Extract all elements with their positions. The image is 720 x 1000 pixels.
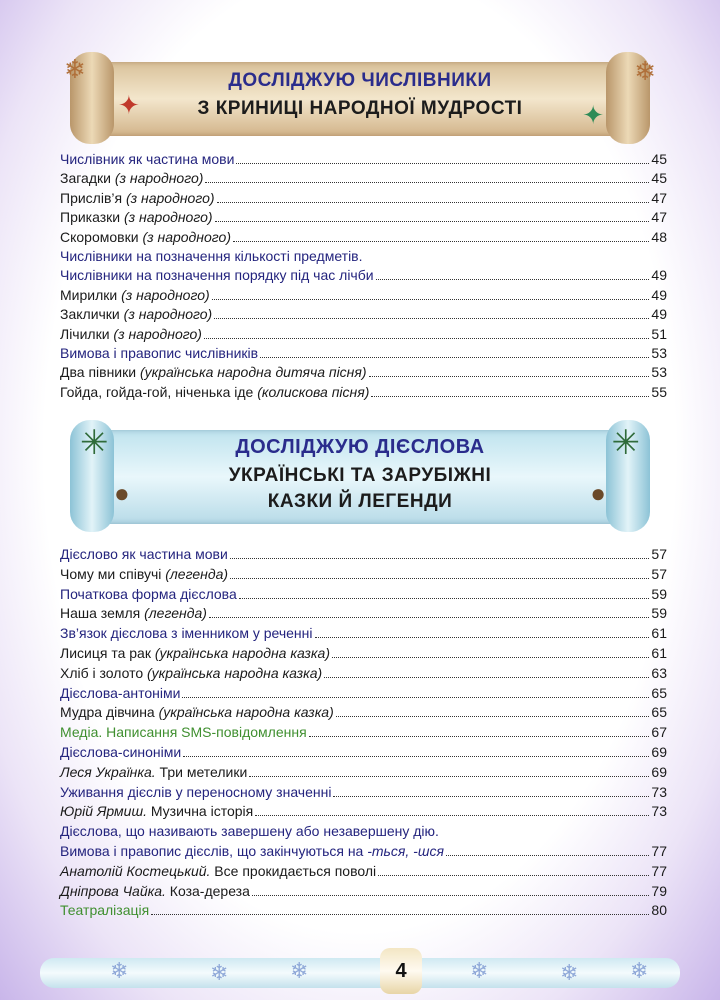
toc-entry — [60, 305, 667, 324]
toc-entry-page: 61 — [651, 644, 667, 661]
toc-entry-text: Заклички — [60, 306, 124, 323]
toc-entry-title — [60, 545, 228, 564]
toc-entry-note: (українська народна казка) — [154, 644, 330, 661]
toc-entry — [60, 743, 667, 763]
toc-entry — [60, 723, 667, 743]
toc-leader-dots — [239, 587, 650, 599]
toc-entry-title — [60, 286, 210, 305]
ornament-icon: ✦ — [582, 100, 604, 130]
toc-entry-title — [60, 266, 374, 285]
toc-entry-page: 69 — [651, 763, 667, 780]
toc-entry-note: (колискова пісня) — [257, 383, 370, 400]
toc-entry — [60, 783, 667, 803]
snowflake-icon: ❄ — [560, 960, 579, 985]
toc-entry-text: Зв’язок дієслова з іменником у реченні — [60, 625, 313, 642]
toc-entry-title — [60, 208, 213, 227]
toc-entry-title — [60, 169, 203, 188]
toc-entry — [60, 664, 667, 684]
toc-leader-dots — [214, 307, 649, 319]
toc-entry-title — [60, 604, 207, 623]
toc-list-verbs — [60, 545, 667, 921]
toc-entry-text: Все прокидається поволі — [210, 862, 377, 879]
toc-entry-title — [60, 684, 180, 703]
toc-entry-text: Два півники — [60, 364, 140, 381]
toc-leader-dots — [183, 745, 649, 757]
toc-entry-title — [60, 644, 330, 663]
toc-list-numerals — [60, 150, 667, 402]
toc-entry-page: 80 — [651, 902, 667, 919]
pinecone-icon: ● — [114, 478, 130, 508]
toc-entry-title — [60, 703, 334, 722]
toc-entry-page: 61 — [651, 625, 667, 642]
toc-entry-page: 45 — [651, 170, 667, 187]
toc-entry-note: (легенда) — [144, 605, 207, 622]
toc-entry-page: 77 — [651, 842, 667, 859]
toc-entry-page: 49 — [651, 286, 667, 303]
toc-entry-title — [60, 150, 234, 169]
toc-entry-page: 59 — [651, 585, 667, 602]
toc-leader-dots — [376, 268, 650, 280]
toc-entry-page: 57 — [651, 546, 667, 562]
toc-entry — [60, 545, 667, 565]
toc-leader-dots — [332, 646, 649, 658]
toc-entry — [60, 822, 667, 842]
toc-entry-text: Дієслова, що називають завершену або незавершену дію. — [60, 823, 439, 840]
snowflake-icon: ❄ — [290, 958, 309, 983]
toc-entry — [60, 286, 667, 305]
toc-entry-title — [60, 901, 149, 920]
toc-entry-text: Лисиця та рак — [60, 644, 155, 661]
toc-entry-page: 53 — [651, 344, 667, 361]
toc-entry — [60, 208, 667, 227]
toc-entry-note: -ться, -шся — [367, 842, 444, 859]
toc-entry-text: Хліб і золото — [60, 664, 148, 681]
snowflake-icon: ❄ — [630, 958, 649, 983]
toc-leader-dots — [336, 705, 650, 717]
toc-entry — [60, 644, 667, 664]
toc-entry-title — [60, 624, 313, 643]
toc-entry — [60, 363, 667, 382]
toc-leader-dots — [255, 804, 649, 816]
toc-entry-title — [60, 585, 237, 604]
toc-entry — [60, 862, 667, 882]
toc-entry-title — [60, 743, 181, 762]
section-banner-verbs — [70, 420, 650, 532]
toc-leader-dots — [182, 686, 649, 698]
toc-entry-page: 73 — [651, 803, 667, 820]
toc-leader-dots — [446, 844, 649, 856]
toc-entry-page: 59 — [651, 605, 667, 622]
pine-branch-icon-right: ✳ — [611, 424, 640, 462]
toc-entry — [60, 247, 667, 266]
toc-entry-page: 69 — [651, 743, 667, 760]
toc-entry-author: Дніпрова Чайка. — [60, 882, 166, 899]
toc-entry-note: (з народного) — [113, 325, 202, 342]
toc-entry-page: 47 — [651, 189, 667, 206]
toc-entry-note: (з народного) — [123, 209, 213, 226]
toc-entry — [60, 169, 667, 188]
toc-entry-page: 79 — [651, 882, 667, 899]
toc-entry-text: Числівник як частина мови — [60, 151, 235, 167]
toc-entry-title — [60, 344, 258, 363]
toc-entry-note: (легенда) — [165, 565, 229, 582]
toc-leader-dots — [252, 884, 650, 896]
toc-leader-dots — [333, 785, 649, 797]
toc-leader-dots — [215, 210, 650, 222]
toc-entry — [60, 266, 667, 285]
toc-entry-text: Театралізація — [60, 902, 150, 919]
toc-leader-dots — [217, 191, 650, 203]
toc-entry-title — [60, 822, 439, 841]
pinecone-icon-right: ● — [590, 478, 606, 508]
section-subtitle: З КРИНИЦІ НАРОДНОЇ МУДРОСТІ — [197, 98, 523, 119]
toc-entry-title — [60, 763, 247, 782]
footer-scroll — [40, 958, 680, 988]
toc-entry — [60, 228, 667, 247]
toc-entry-text: Три метелики — [155, 763, 248, 780]
toc-entry-text: Мудра дівчина — [60, 704, 159, 721]
toc-entry — [60, 189, 667, 208]
toc-entry — [60, 585, 667, 605]
toc-entry — [60, 703, 667, 723]
toc-leader-dots — [371, 385, 649, 397]
toc-entry — [60, 901, 667, 921]
toc-entry-page: 47 — [651, 209, 667, 226]
toc-entry-page: 49 — [651, 267, 667, 284]
toc-entry-title — [60, 783, 331, 802]
toc-entry-page: 55 — [651, 383, 667, 400]
toc-entry — [60, 684, 667, 704]
toc-leader-dots — [205, 171, 649, 183]
toc-entry-title — [60, 228, 231, 247]
toc-entry-page: 63 — [651, 664, 667, 681]
toc-entry-text: Вимова і правопис числівників — [60, 344, 259, 361]
toc-entry-title — [60, 189, 215, 208]
toc-entry-title — [60, 247, 363, 266]
toc-entry-author: Юрій Ярмиш. — [60, 803, 147, 820]
pine-branch-icon: ✳ — [80, 424, 109, 462]
toc-entry-page: 53 — [651, 364, 667, 381]
toc-entry-page: 49 — [651, 306, 667, 323]
toc-entry-title — [60, 325, 202, 344]
toc-entry-text: Числівники на позначення порядку під час лічби — [60, 267, 374, 284]
toc-leader-dots — [324, 666, 649, 678]
toc-entry-title — [60, 363, 367, 382]
toc-entry-title — [60, 882, 250, 901]
toc-entry-page: 48 — [651, 228, 667, 245]
toc-entry-page: 65 — [651, 704, 667, 721]
toc-entry-page: 67 — [651, 724, 667, 741]
toc-leader-dots — [233, 230, 649, 242]
toc-entry — [60, 842, 667, 862]
toc-entry-text: Дієслова-антоніми — [60, 684, 181, 701]
snowflake-icon: ❄ — [470, 958, 489, 983]
gingerbread-icon: ❄ — [64, 54, 86, 84]
toc-entry-note: (з народного) — [121, 286, 210, 303]
toc-entry-note: (українська народна казка) — [158, 704, 334, 721]
section-subtitle-line2: КАЗКИ Й ЛЕГЕНДИ — [267, 491, 453, 512]
toc-entry-text: Лічилки — [60, 325, 114, 342]
toc-entry — [60, 604, 667, 624]
toc-leader-dots — [236, 152, 649, 164]
toc-entry — [60, 150, 667, 169]
toc-entry — [60, 624, 667, 644]
gingerbread-icon-right: ❄ — [634, 56, 656, 86]
toc-entry-note: (з народного) — [142, 228, 231, 245]
toc-entry-page: 77 — [651, 862, 667, 879]
toc-leader-dots — [230, 547, 650, 559]
toc-leader-dots — [204, 327, 649, 339]
toc-entry-text: Музична історія — [146, 803, 254, 820]
toc-leader-dots — [230, 567, 649, 579]
toc-leader-dots — [151, 903, 649, 915]
toc-entry-title — [60, 723, 307, 742]
toc-entry-text: Вимова і правопис дієслів, що закінчуються на — [60, 842, 368, 859]
toc-entry-note: (українська народна казка) — [147, 664, 323, 681]
toc-entry-title — [60, 802, 253, 821]
toc-entry-text: Загадки — [60, 170, 115, 187]
toc-leader-dots — [212, 288, 650, 300]
toc-entry-title — [60, 862, 376, 881]
section-title: ДОСЛІДЖУЮ ДІЄСЛОВА — [235, 436, 485, 458]
toc-entry-text: Наша земля — [60, 605, 145, 622]
toc-entry-text: Початкова форма дієслова — [60, 585, 237, 602]
toc-entry-page: 73 — [651, 783, 667, 800]
toc-entry-text: Мирилки — [60, 286, 122, 303]
toc-entry — [60, 802, 667, 822]
toc-entry-note: (з народного) — [123, 306, 213, 323]
toc-entry-title — [60, 664, 322, 683]
section-title: ДОСЛІДЖУЮ ЧИСЛІВНИКИ — [228, 70, 492, 91]
toc-leader-dots — [260, 346, 649, 358]
toc-entry-page: 57 — [651, 565, 667, 582]
toc-entry-text: Медіа. Написання SMS-повідомлення — [60, 724, 307, 741]
toc-entry-text: Скоромовки — [60, 228, 143, 245]
toc-entry — [60, 763, 667, 783]
toc-leader-dots — [309, 725, 650, 737]
toc-entry-title — [60, 842, 444, 861]
toc-entry — [60, 565, 667, 585]
toc-entry-text: Приказки — [60, 209, 124, 226]
toc-entry — [60, 383, 667, 402]
toc-entry-author: Анатолій Костецький. — [60, 862, 211, 879]
toc-entry-text: Прислів’я — [60, 189, 126, 206]
snowflake-icon: ❄ — [110, 958, 129, 983]
toc-entry-note: (з народного) — [114, 170, 204, 187]
toc-leader-dots — [369, 365, 650, 377]
toc-entry-text: Коза-дереза — [165, 882, 250, 899]
snowflake-icon: ❄ — [210, 960, 229, 985]
toc-entry-text: Дієслова-синоніми — [60, 743, 182, 760]
toc-leader-dots — [249, 765, 649, 777]
toc-entry — [60, 344, 667, 363]
page-footer — [40, 948, 680, 996]
page-number: 4 — [380, 948, 422, 994]
section-subtitle-line1: УКРАЇНСЬКІ ТА ЗАРУБІЖНІ — [228, 465, 492, 486]
section-banner-numerals — [64, 52, 656, 144]
toc-entry-text: Чому ми співучі — [60, 565, 166, 582]
toc-entry-text: Уживання дієслів у переносному значенні — [60, 783, 332, 800]
toc-entry-title — [60, 383, 369, 402]
candy-icon: ✦ — [118, 90, 140, 120]
toc-entry-text: Гойда, гойда-гой, ніченька іде — [60, 383, 258, 400]
toc-entry — [60, 882, 667, 902]
toc-entry-page: 65 — [651, 684, 667, 701]
toc-entry — [60, 325, 667, 344]
toc-entry-note: (українська народна дитяча пісня) — [139, 364, 367, 381]
toc-entry-note: (з народного) — [125, 189, 215, 206]
toc-entry-page: 45 — [651, 151, 667, 167]
toc-entry-page: 51 — [651, 325, 667, 342]
toc-entry-title — [60, 565, 228, 584]
toc-leader-dots — [315, 626, 650, 638]
toc-entry-text: Дієслово як частина мови — [60, 546, 228, 562]
toc-leader-dots — [209, 606, 650, 618]
toc-entry-text: Числівники на позначення кількості предметів. — [60, 247, 363, 264]
toc-entry-title — [60, 305, 212, 324]
toc-leader-dots — [378, 864, 649, 876]
toc-entry-author: Леся Українка. — [60, 763, 156, 780]
